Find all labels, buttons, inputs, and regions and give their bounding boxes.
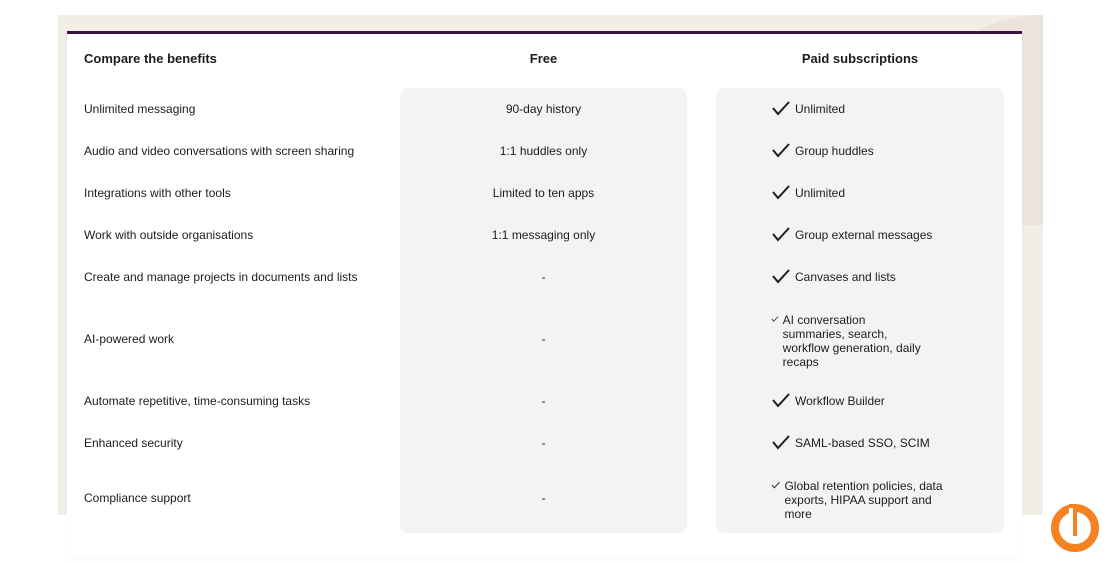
free-value: Limited to ten apps (492, 186, 595, 200)
paid-value-text: Group external messages (795, 228, 933, 242)
orange-b-logo-icon (1049, 502, 1101, 552)
benefit-label: Integrations with other tools (84, 186, 231, 200)
paid-value-text: AI conversation summaries, search, workflow generation, daily recaps (782, 313, 921, 369)
checkmark-icon (771, 311, 779, 327)
benefit-label: Unlimited messaging (84, 102, 196, 116)
checkmark-icon (771, 434, 791, 450)
benefit-label: Create and manage projects in documents and lists (84, 270, 358, 284)
free-value: 90-day history (505, 102, 582, 116)
paid-value (795, 100, 955, 116)
benefits-header: Compare the benefits (84, 51, 217, 66)
paid-value (795, 392, 955, 408)
checkmark-icon (771, 226, 791, 242)
paid-value (795, 268, 955, 284)
free-value: 1:1 huddles only (499, 144, 588, 158)
comparison-card (67, 31, 1022, 559)
free-value: - (541, 270, 546, 284)
benefit-label: AI-powered work (84, 332, 175, 346)
paid-value-text: Unlimited (795, 102, 846, 116)
benefit-label: Automate repetitive, time-consuming tasks (84, 394, 311, 408)
free-value: - (541, 394, 546, 408)
free-header: Free (529, 51, 558, 66)
paid-value (784, 477, 945, 521)
free-value: - (541, 436, 546, 450)
free-value: 1:1 messaging only (491, 228, 596, 242)
paid-value (795, 184, 955, 200)
paid-value-text: SAML-based SSO, SCIM (795, 436, 930, 450)
paid-value-text: Canvases and lists (795, 270, 896, 284)
checkmark-icon (771, 184, 791, 200)
checkmark-icon (771, 392, 791, 408)
paid-value-text: Workflow Builder (795, 394, 885, 408)
free-value: - (541, 332, 546, 346)
paid-value-text: Global retention policies, data exports, HIPAA support and more (784, 479, 943, 521)
benefit-label: Enhanced security (84, 436, 183, 450)
checkmark-icon (771, 142, 791, 158)
checkmark-icon (771, 100, 791, 116)
benefit-label: Compliance support (84, 491, 191, 505)
paid-value (795, 434, 955, 450)
benefit-label: Audio and video conversations with screen sharing (84, 144, 355, 158)
paid-header: Paid subscriptions (801, 51, 919, 66)
paid-value (795, 226, 955, 242)
checkmark-icon (771, 477, 780, 493)
paid-value (795, 142, 955, 158)
paid-value (782, 311, 925, 369)
paid-value-text: Unlimited (795, 186, 846, 200)
free-value: - (541, 491, 546, 505)
paid-value-text: Group huddles (795, 144, 874, 158)
checkmark-icon (771, 268, 791, 284)
benefit-label: Work with outside organisations (84, 228, 254, 242)
